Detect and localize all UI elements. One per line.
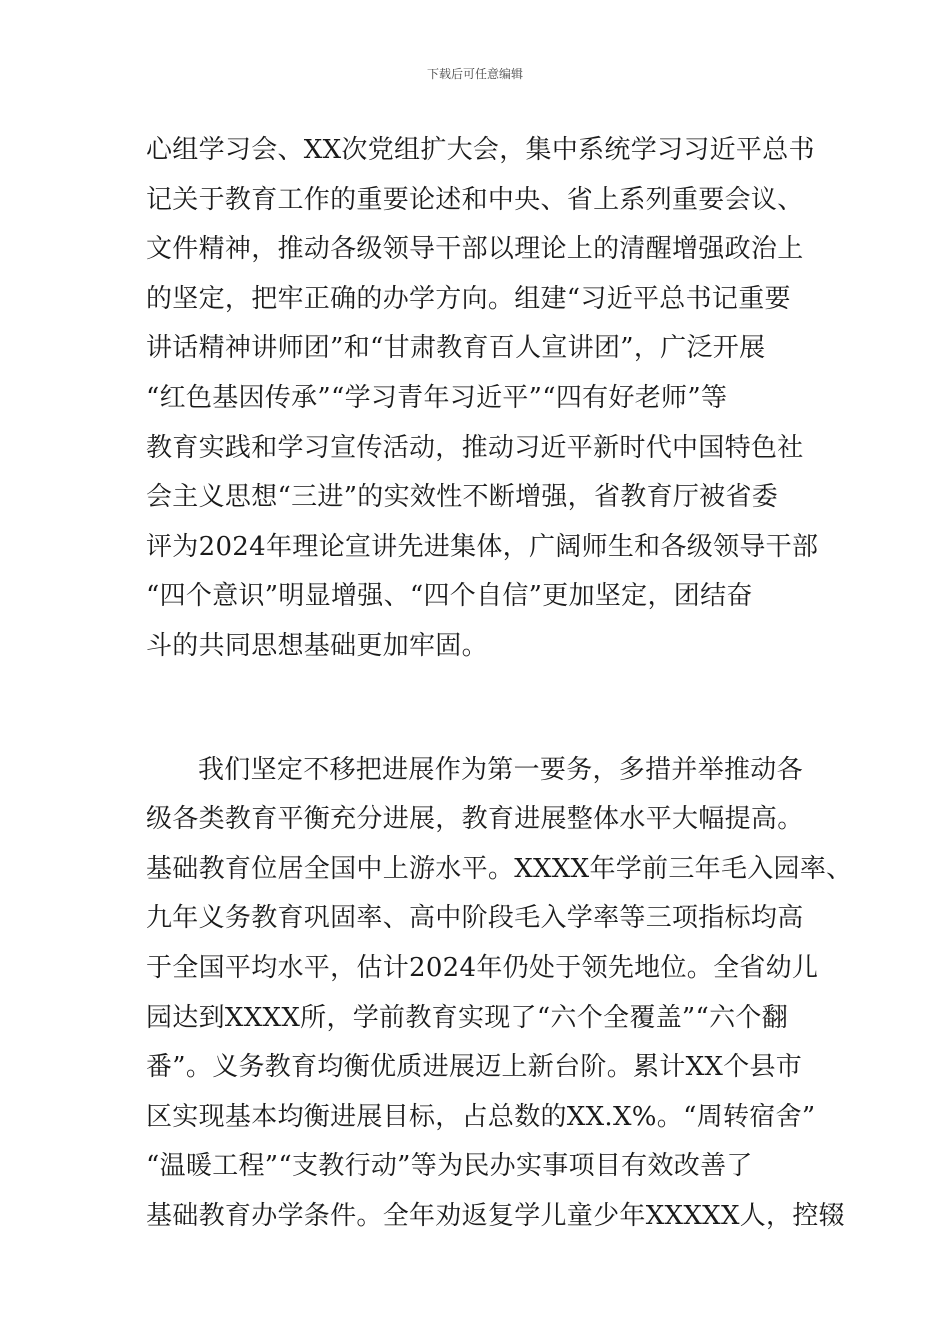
page-header: 下载后可任意编辑 [426,67,523,81]
paragraph-2 [146,746,853,1242]
text-line: 九年义务教育巩固率、高中阶段毛入学率等三项指标均高 [146,903,804,934]
text-line: 园达到XXXX所，学前教育实现了“六个全覆盖”“六个翻 [146,1002,789,1033]
text-line: “四个意识”明显增强、“四个自信”更加坚定，团结奋 [146,581,753,612]
paragraph-1 [146,126,826,672]
text-line: 番”。义务教育均衡优质进展迈上新台阶。累计XX个县市 [146,1052,803,1083]
document-body [146,126,853,1241]
text-line: 会主义思想“三进”的实效性不断增强，省教育厅被省委 [146,482,779,513]
text-line: 评为2024年理论宣讲先进集体，广阔师生和各级领导干部 [146,531,819,562]
text-line: 区实现基本均衡进展目标，占总数的XX.X%。“周转宿舍” [146,1101,816,1132]
text-line: 的坚定，把牢正确的办学方向。组建“习近平总书记重要 [146,283,791,314]
text-line: 于全国平均水平，估计2024年仍处于领先地位。全省幼儿 [146,952,819,983]
text-line: 文件精神，推动各级领导干部以理论上的清醒增强政治上 [146,234,804,265]
text-line: 斗的共同思想基础更加牢固。 [146,630,488,661]
text-line: 心组学习会、XX次党组扩大会，集中系统学习习近平总书 [146,135,815,165]
text-line: 记关于教育工作的重要论述和中央、省上系列重要会议、 [146,184,804,215]
text-line: 级各类教育平衡充分进展，教育进展整体水平大幅提高。 [146,804,804,835]
text-line: “红色基因传承”“学习青年习近平”“四有好老师”等 [146,382,728,413]
text-line: “温暖工程”“支教行动”等为民办实事项目有效改善了 [146,1151,753,1182]
paragraph-gap [146,672,826,746]
text-line: 基础教育位居全国中上游水平。XXXX年学前三年毛入园率、 [146,853,853,884]
text-line: 基础教育办学条件。全年劝返复学儿童少年XXXXX人，控辍 [146,1200,845,1231]
text-line: 教育实践和学习宣传活动，推动习近平新时代中国特色社 [146,432,804,463]
text-line: 我们坚定不移把进展作为第一要务，多措并举推动各 [198,754,803,785]
text-line: 讲话精神讲师团”和“甘肃教育百人宣讲团”，广泛开展 [146,333,766,364]
